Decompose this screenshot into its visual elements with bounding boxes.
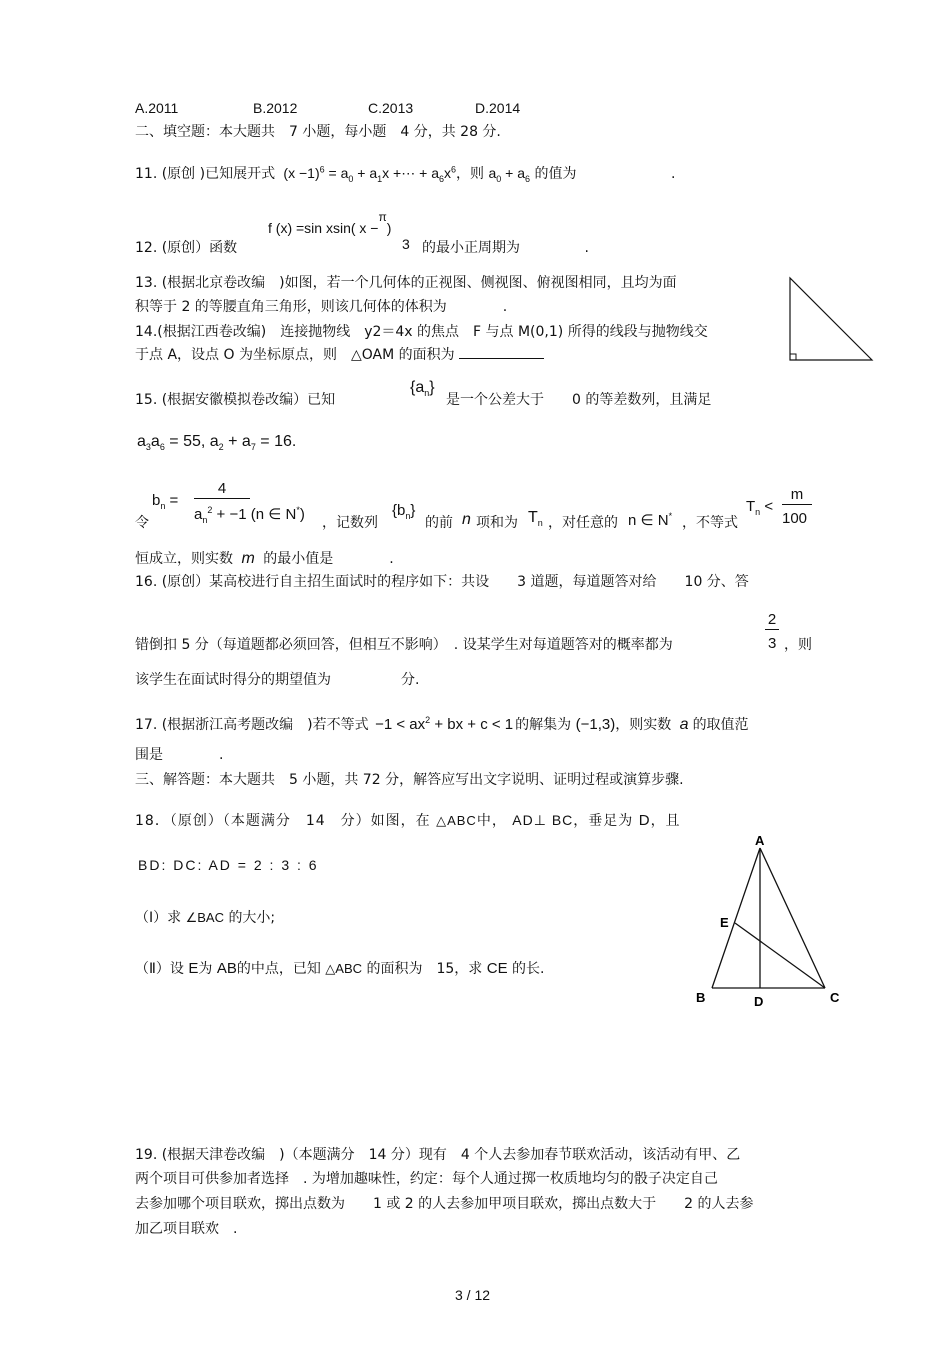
choice-d: D.2014: [475, 100, 521, 116]
q18-d: D: [638, 812, 651, 829]
q18-part1b: 的大小;: [228, 910, 276, 926]
q16-fraction-num: 2: [765, 611, 779, 630]
vertex-label-a: A: [755, 833, 765, 848]
q18-ad-perp-bc: AD⊥ BC: [512, 812, 574, 828]
section2-header: 二、填空题：本大题共 7 小题，每小题 4 分，共 28 分.: [135, 124, 501, 140]
q15-t1: 是一个公差大于 0 的等差数列，且满足: [446, 392, 712, 408]
q15-t6: ，不等式: [682, 515, 738, 531]
q15-sequence-an: $\{a_n\}$: [410, 379, 435, 399]
q11-num: 11.: [135, 166, 158, 182]
choice-c: C.2013: [368, 100, 414, 116]
q18-part1: [135, 910, 275, 927]
q15-t4: 项和为: [476, 515, 518, 531]
question-11: [135, 165, 675, 183]
q17-num: 17.: [135, 717, 158, 733]
q18-triangle-abc-2: △ABC: [325, 961, 363, 976]
q15-line3b: 的最小值是 .: [263, 551, 394, 567]
q11-mid: ，则: [456, 166, 485, 182]
q19-line3: 去参加哪个项目联欢，掷出点数为 1 或 2 的人去参加甲项目联欢，掷出点数大于 2 的人去参: [135, 1196, 754, 1212]
q15-Tn: $T_n$: [528, 509, 543, 529]
q15-m-denominator: 100: [782, 510, 808, 527]
q15-m-numerator: m: [782, 486, 812, 505]
q17-interval: (−1,3): [575, 716, 616, 733]
q18-part1-text: （Ⅰ）求: [135, 910, 182, 926]
q17-source: (根据浙江高考题改编 )若不等式: [161, 717, 369, 733]
q14-line2: 于点 A，设点 O 为坐标原点，则 △OAM 的面积为: [135, 347, 455, 363]
q18-t3: ，且: [650, 813, 681, 829]
q18-part2: [135, 960, 545, 978]
q18-part2b: 为: [198, 961, 213, 977]
q16-fraction-den: 3: [768, 635, 777, 652]
q15-sequence-bn: $\{b_n\}$: [392, 502, 416, 521]
q11-source: (原创 )已知展开式: [161, 166, 276, 182]
vertex-label-d: D: [754, 994, 764, 1009]
q11-expansion: $(x -1)^6 = a_0 + a_1x$ +⋯ + $a_6x^6$: [279, 164, 457, 184]
q15-bn-label: $b_n$ =: [152, 492, 179, 511]
q16-line3: 该学生在面试时得分的期望值为 分.: [135, 672, 420, 688]
q12-formula-top: f (x) =sin xsin( x −π): [268, 210, 392, 236]
q18-part2-text: （Ⅱ）设: [135, 961, 184, 977]
q17-line2: 围是 .: [135, 747, 224, 763]
q14-line2-wrap: [135, 347, 544, 364]
q12-source: (原创）函数: [161, 240, 238, 256]
q18-ratio: BD: DC: AD = 2 : 3 : 6: [138, 857, 319, 873]
q18-line1: [135, 812, 681, 830]
q18-t2: ，垂足为: [573, 813, 634, 829]
q18-ce: CE: [486, 960, 508, 977]
q17-inequality: $-1 < ax^2$ + bx + c < 1: [375, 715, 514, 733]
q16-line2: 错倒扣 5 分（每道题都必须回答，但相互不影响） . 设某学生对每道题答对的概率都为: [135, 637, 673, 653]
q12-denominator: 3: [402, 236, 410, 252]
q15-bn-numerator: 4: [194, 480, 250, 499]
section3-header: 三、解答题：本大题共 5 小题，共 72 分，解答应写出文字说明、证明过程或演算步骤.: [135, 772, 684, 788]
q15-inequality: $T_n$ <: [746, 498, 774, 517]
q18-ab: AB: [216, 960, 237, 977]
choice-b: B.2012: [253, 100, 298, 116]
q17-line1: [135, 715, 749, 734]
choice-a: A.2011: [135, 100, 179, 116]
q15-line1: [135, 392, 335, 409]
q15-condition: $a_3a_6 = 55$, $a_2 + a_7 = 16$.: [137, 433, 297, 453]
q17-t1: 的解集为: [515, 717, 572, 733]
q11-sum: $a_0 + a_6$: [488, 165, 531, 184]
q18-part2c: 的中点，已知: [236, 961, 321, 977]
q11-tail: 的值为: [534, 166, 577, 182]
q12-tail: 的最小正周期为: [422, 240, 520, 256]
q12-tail-wrap: [422, 240, 589, 257]
q17-t2: ，则实数: [615, 717, 672, 733]
q12-num: 12.: [135, 240, 158, 256]
question-12: [135, 240, 237, 257]
q15-n-in-N: n ∈ N*: [628, 511, 673, 529]
q14-answer-blank[interactable]: [459, 358, 544, 359]
q17-a: a: [679, 716, 689, 733]
q13-line2: 积等于 2 的等腰直角三角形，则该几何体的体积为 .: [135, 299, 508, 315]
q15-line3-wrap: [135, 549, 394, 568]
q19-line4: 加乙项目联欢 .: [135, 1221, 238, 1237]
q15-num: 15.: [135, 392, 158, 408]
q15-t2: ，记数列: [322, 515, 378, 531]
q18-e: E: [188, 960, 199, 977]
q18-triangle-abc: △ABC: [436, 813, 477, 828]
vertex-label-e: E: [720, 915, 729, 930]
q16-line2b: ，则: [784, 637, 812, 653]
q15-ling: 令: [135, 515, 149, 531]
q15-line3: 恒成立，则实数: [135, 551, 233, 567]
q19-line1: 19. (根据天津卷改编 )（本题满分 14 分）现有 4 个人去参加春节联欢活动，该活动有甲、乙: [135, 1147, 741, 1163]
page-number: 3 / 12: [455, 1287, 491, 1303]
q15-t3: 的前: [425, 515, 453, 531]
q15-source: (根据安徽模拟卷改编）已知: [161, 392, 336, 408]
q18-part2e: 的长.: [512, 961, 545, 977]
q19-line2: 两个项目可供参加者选择 . 为增加趣味性，约定：每个人通过掷一枚质地均匀的骰子决定自己: [135, 1171, 718, 1187]
q15-n: n: [462, 511, 471, 528]
q15-bn-denominator: $a_n^2 + -1$ (n ∈ N*): [194, 505, 305, 525]
q13-line1: 13. (根据北京卷改编 )如图，若一个几何体的正视图、侧视图、俯视图相同，且均为面: [135, 275, 677, 291]
q18-angle-bac: ∠BAC: [185, 910, 224, 925]
q18-t1: 中，: [476, 813, 507, 829]
q15-t5: ，对任意的: [548, 515, 618, 531]
vertex-label-c: C: [830, 990, 840, 1005]
q17-t3: 的取值范: [692, 717, 749, 733]
q14-line1: 14.(根据江西卷改编) 连接抛物线 y2＝4x 的焦点 F 与点 M(0,1) 所得的线段与抛物线交: [135, 324, 708, 340]
right-triangle-figure: [786, 276, 876, 364]
q18-part2d: 的面积为 15，求: [366, 961, 483, 977]
triangle-abc-figure: [688, 830, 848, 1010]
q16-line1: 16. (原创）某高校进行自主招生面试时的程序如下：共设 3 道题，每道题答对给 10 分、答: [135, 574, 749, 590]
q12-end: .: [584, 240, 589, 256]
q15-m: m: [241, 550, 255, 567]
q11-end: .: [670, 166, 676, 182]
q18-line1-text: 18．（原创）（本题满分 14 分）如图，在: [135, 813, 431, 829]
vertex-label-b: B: [696, 990, 706, 1005]
